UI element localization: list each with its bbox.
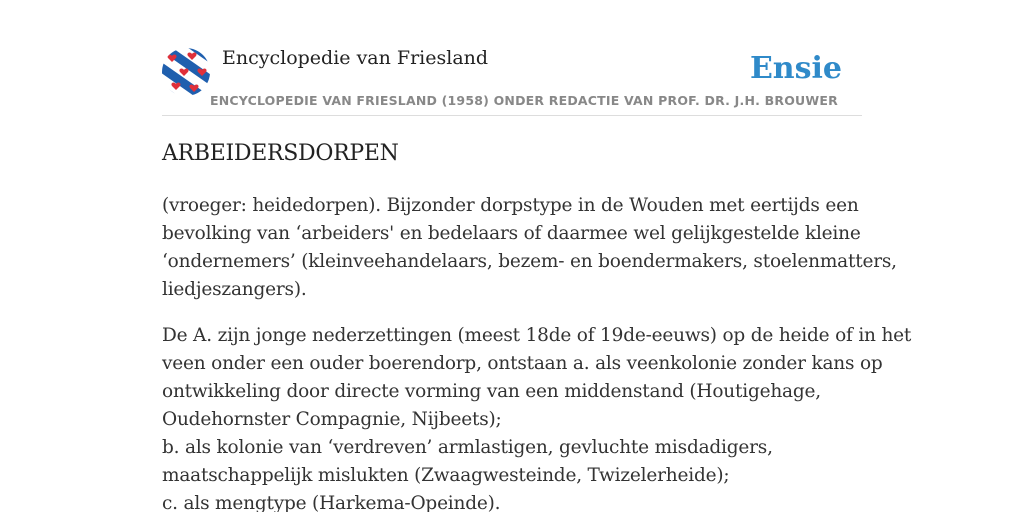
article-body <box>162 192 912 512</box>
paragraph-line: ontwikkeling door directe vorming van een middenstand (Houtigehage, <box>162 381 821 402</box>
paragraph-line: (vroeger: heidedorpen). Bijzonder dorpstype in de Wouden met eertijds een <box>162 195 859 216</box>
ensie-brand-logo[interactable]: Ensie <box>749 51 842 86</box>
site-title[interactable]: Encyclopedie van Friesland <box>222 47 489 69</box>
article-title: ARBEIDERSDORPEN <box>162 141 399 166</box>
paragraph-line: Oudehornster Compagnie, Nijbeets); <box>162 409 502 430</box>
frisian-flag-svg <box>162 48 210 96</box>
article-paragraph-1 <box>162 192 897 304</box>
paragraph-line: c. als mengtype (Harkema-Opeinde). <box>162 493 501 512</box>
paragraph-line: b. als kolonie van ‘verdreven’ armlastigen, gevluchte misdadigers, <box>162 437 773 458</box>
header-divider <box>162 115 862 116</box>
paragraph-line: De A. zijn jonge nederzettingen (meest 18de of 19de-eeuws) op de heide of in het <box>162 325 912 346</box>
frisian-flag-icon[interactable] <box>162 48 210 96</box>
paragraph-line: maatschappelijk mislukten (Zwaagwesteinde, Twizelerheide); <box>162 465 730 486</box>
header <box>162 46 862 116</box>
article-paragraph-2 <box>162 322 912 512</box>
site-subtitle: ENCYCLOPEDIE VAN FRIESLAND (1958) ONDER REDACTIE VAN PROF. DR. J.H. BROUWER <box>210 93 838 108</box>
paragraph-line: liedjeszangers). <box>162 279 307 300</box>
paragraph-line: bevolking van ‘arbeiders' en bedelaars of daarmee wel gelijkgestelde kleine <box>162 223 861 244</box>
paragraph-line: veen onder een ouder boerendorp, ontstaan a. als veenkolonie zonder kans op <box>162 353 883 374</box>
paragraph-line: ‘ondernemers’ (kleinveehandelaars, bezem- en boendermakers, stoelenmatters, <box>162 251 897 272</box>
